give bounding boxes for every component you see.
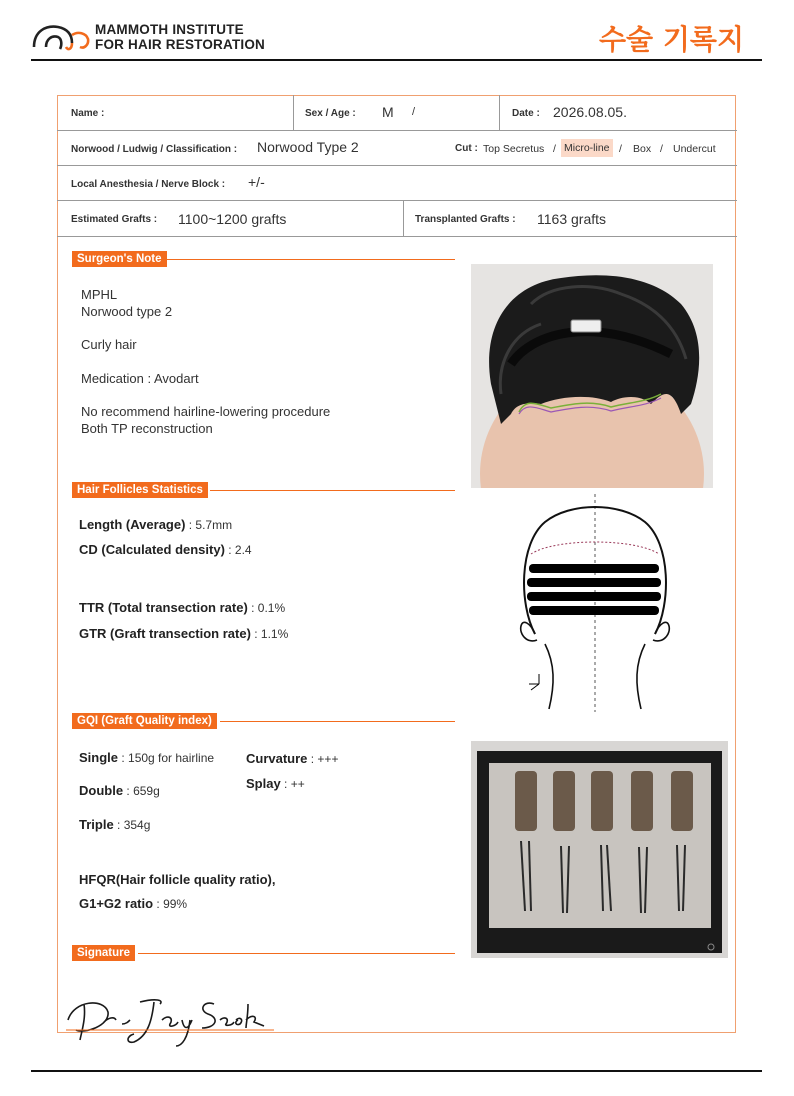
- double-label: Double: [79, 783, 124, 798]
- section-heading-follicle-stats: Hair Follicles Statistics: [72, 482, 208, 498]
- estimated-grafts-label: Estimated Grafts :: [71, 214, 158, 225]
- gtr-stat: [79, 626, 288, 641]
- splay-value: : ++: [280, 777, 305, 791]
- column-divider: [293, 95, 294, 130]
- note-line: MPHL: [81, 287, 118, 302]
- cut-option-undercut[interactable]: Undercut: [673, 143, 716, 155]
- curvature-label: Curvature: [246, 751, 308, 766]
- head-diagram: [515, 494, 675, 714]
- length-value: : 5.7mm: [185, 518, 233, 532]
- triple-stat: [79, 817, 150, 832]
- logo-line-1: MAMMOTH INSTITUTE: [95, 22, 244, 37]
- form-row-basic-info: [57, 95, 737, 131]
- column-divider: [403, 201, 404, 236]
- splay-label: Splay: [246, 776, 281, 791]
- note-line: Curly hair: [81, 337, 137, 352]
- anesthesia-value[interactable]: +/-: [248, 174, 265, 190]
- single-label: Single: [79, 750, 119, 765]
- name-label: Name :: [71, 108, 105, 119]
- length-stat: [79, 517, 232, 532]
- anesthesia-label: Local Anesthesia / Nerve Block :: [71, 179, 226, 190]
- section-rule: [166, 259, 455, 260]
- sex-age-label: Sex / Age :: [305, 108, 356, 119]
- date-value[interactable]: 2026.08.05.: [553, 104, 627, 120]
- form-row-classification: [57, 131, 737, 166]
- length-label: Length (Average): [79, 517, 186, 532]
- logo-line-2: FOR HAIR RESTORATION: [95, 37, 266, 52]
- cut-option-micro-line-selected[interactable]: Micro-line: [561, 139, 613, 157]
- cut-label: Cut :: [455, 143, 478, 154]
- gtr-value: : 1.1%: [250, 627, 289, 641]
- graft-microscope-photo: [471, 741, 728, 958]
- curvature-value: : +++: [307, 752, 339, 766]
- mammoth-logo-icon: [32, 21, 90, 51]
- patient-hairline-photo: [471, 264, 713, 488]
- cut-separator: /: [553, 143, 556, 155]
- hfqr-label: HFQR(Hair follicle quality ratio),: [79, 872, 276, 887]
- doctor-signature: [64, 990, 276, 1050]
- transplanted-grafts-label: Transplanted Grafts :: [415, 214, 516, 225]
- section-heading-gqi: GQI (Graft Quality index): [72, 713, 217, 729]
- section-rule: [210, 490, 455, 491]
- double-stat: [79, 783, 160, 798]
- ttr-value: : 0.1%: [247, 601, 286, 615]
- curvature-stat: [246, 751, 338, 766]
- form-row-grafts: [57, 201, 737, 237]
- section-heading-surgeon-note: Surgeon's Note: [72, 251, 167, 267]
- ratio-stat: [79, 896, 187, 911]
- age-separator: /: [412, 106, 416, 118]
- transplanted-grafts-value[interactable]: 1163 grafts: [537, 211, 607, 227]
- cut-option-top-secretus[interactable]: Top Secretus: [483, 143, 545, 155]
- single-value: : 150g for hairline: [118, 751, 215, 765]
- sex-value[interactable]: M: [382, 104, 394, 120]
- note-line: Both TP reconstruction: [81, 421, 213, 436]
- classification-label: Norwood / Ludwig / Classification :: [71, 144, 238, 155]
- ttr-stat: [79, 600, 285, 615]
- column-divider: [499, 95, 500, 130]
- gtr-label: GTR (Graft transection rate): [79, 626, 251, 641]
- estimated-grafts-value[interactable]: 1100~1200 grafts: [178, 211, 287, 227]
- classification-value[interactable]: Norwood Type 2: [257, 139, 359, 155]
- ratio-value: : 99%: [153, 897, 188, 911]
- note-line: Medication : Avodart: [81, 371, 199, 386]
- cut-option-box[interactable]: Box: [633, 143, 652, 155]
- ratio-label: G1+G2 ratio: [79, 896, 154, 911]
- cd-value: : 2.4: [224, 543, 252, 557]
- hfqr-stat: [79, 872, 275, 887]
- cut-separator: /: [619, 143, 622, 155]
- triple-label: Triple: [79, 817, 114, 832]
- note-line: Norwood type 2: [81, 304, 173, 319]
- cd-label: CD (Calculated density): [79, 542, 225, 557]
- triple-value: : 354g: [113, 818, 151, 832]
- form-row-anesthesia: [57, 166, 737, 201]
- institute-name: [95, 22, 265, 52]
- date-label: Date :: [512, 108, 540, 119]
- double-value: : 659g: [123, 784, 160, 798]
- cd-stat: [79, 542, 252, 557]
- section-heading-signature: Signature: [72, 945, 135, 961]
- footer-divider: [31, 1070, 762, 1072]
- section-rule: [138, 953, 455, 954]
- section-rule: [220, 721, 455, 722]
- note-line: No recommend hairline-lowering procedure: [81, 404, 331, 419]
- page-title: 수술 기록지: [599, 23, 744, 56]
- cut-separator: /: [660, 143, 663, 155]
- single-stat: [79, 750, 214, 765]
- header-divider: [31, 59, 762, 61]
- splay-stat: [246, 776, 305, 791]
- ttr-label: TTR (Total transection rate): [79, 600, 248, 615]
